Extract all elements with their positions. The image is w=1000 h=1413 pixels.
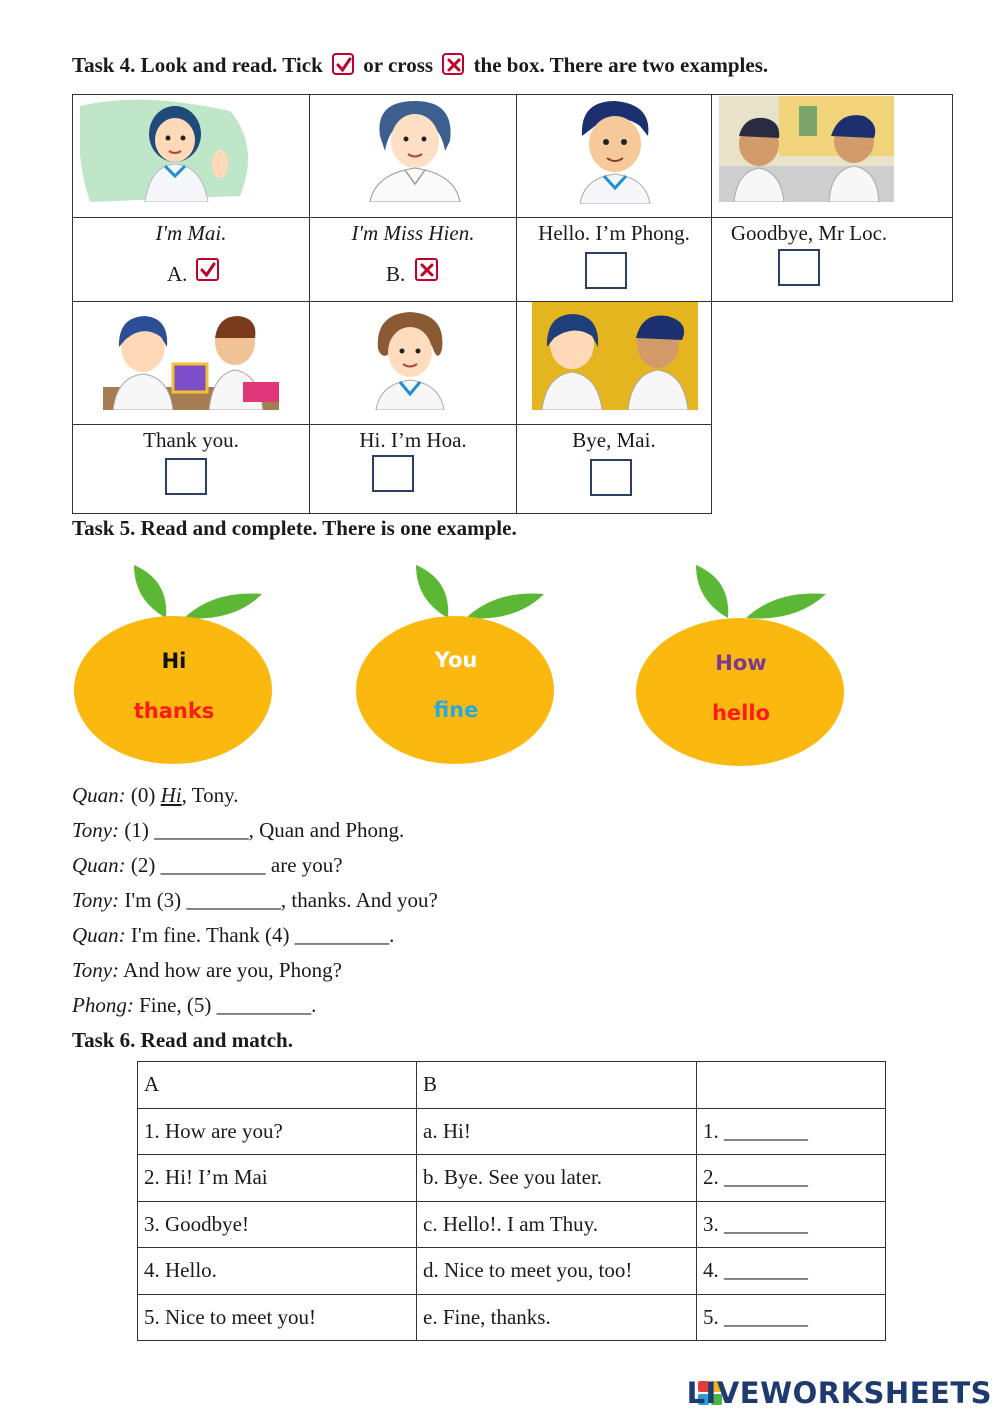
example-answer: Hi [160,783,182,807]
question-cell: 5. Nice to meet you! [138,1294,417,1341]
caption-hello-phong: Hello. I’m Phong. [538,221,690,245]
response-cell: b. Bye. See you later. [417,1155,697,1202]
caption-im-mai: I'm Mai. [155,221,227,245]
caption-hi-hoa: Hi. I’m Hoa. [359,428,467,452]
speaker: Quan: [72,923,126,947]
answer-cell[interactable]: 1. ________ [697,1108,886,1155]
question-cell: 1. How are you? [138,1108,417,1155]
line-text[interactable]: I'm fine. Thank (4) _________. [125,923,395,947]
word-you: You [434,648,478,672]
task4-divider-1 [72,217,953,218]
table-row [138,1201,886,1248]
word-hi: Hi [161,649,187,673]
dialogue-line-6[interactable] [72,992,316,1018]
dialogue-line-4[interactable] [72,922,394,948]
orange-word-bank-3 [636,560,836,770]
answer-box-hello-phong[interactable] [585,252,627,289]
match-table [137,1061,886,1341]
response-cell: d. Nice to meet you, too! [417,1248,697,1295]
response-cell: e. Fine, thanks. [417,1294,697,1341]
answer-cell[interactable]: 4. ________ [697,1248,886,1295]
answer-cell[interactable]: 2. ________ [697,1155,886,1202]
liveworksheets-brand[interactable]: LIVEWORKSHEETS [686,1376,992,1410]
table-header-row [138,1062,886,1109]
task4-heading-text-1: Task 4. Look and read. Tick [72,53,323,77]
question-cell: 3. Goodbye! [138,1201,417,1248]
picture-hoa [370,304,450,410]
task6-heading: Task 6. Read and match. [72,1028,293,1052]
table-row [138,1108,886,1155]
task4-heading-text-2: or cross [363,53,434,77]
line-text: And how are you, Phong? [119,958,342,982]
table-row [138,1248,886,1295]
answer-cell[interactable]: 3. ________ [697,1201,886,1248]
answer-cell[interactable]: 5. ________ [697,1294,886,1341]
task4-heading-text-3: the box. There are two examples. [473,53,769,77]
line-text: (0) [125,783,161,807]
response-cell: c. Hello!. I am Thuy. [417,1201,697,1248]
question-cell: 2. Hi! I’m Mai [138,1155,417,1202]
task4-heading [72,52,768,78]
picture-bye-mai [532,302,698,410]
example-a-label: A. [167,262,188,286]
caption-thank-you: Thank you. [143,428,239,452]
task4-divider-2 [72,424,712,425]
speaker: Quan: [72,783,126,807]
orange-word-bank-2 [356,560,556,770]
answer-box-hi-hoa[interactable] [372,455,414,492]
column-answer-header [697,1062,886,1109]
answer-box-goodbye-mr-loc[interactable] [778,249,820,286]
dialogue-line-2[interactable] [72,852,343,878]
question-cell: 4. Hello. [138,1248,417,1295]
dialogue-line-0 [72,782,239,808]
answer-box-bye-mai[interactable] [590,459,632,496]
column-b-header: B [417,1062,697,1109]
speaker: Phong: [72,993,134,1017]
dialogue-line-1[interactable] [72,817,404,843]
table-row [138,1294,886,1341]
caption-im-miss-hien: I'm Miss Hien. [351,221,475,245]
speaker: Quan: [72,853,126,877]
tick-icon [196,258,219,281]
response-cell: a. Hi! [417,1108,697,1155]
caption-bye-mai: Bye, Mai. [572,428,656,452]
caption-goodbye-mr-loc: Goodbye, Mr Loc. [730,221,888,245]
line-text[interactable]: (2) __________ are you? [125,853,343,877]
example-b-label: B. [386,262,406,286]
speaker: Tony: [72,818,120,842]
speaker: Tony: [72,888,120,912]
table-row [138,1155,886,1202]
speaker: Tony: [72,958,120,982]
task5-heading: Task 5. Read and complete. There is one example. [72,516,517,540]
word-hello: hello [711,701,771,725]
picture-goodbye-mr-loc [719,96,894,202]
line-text[interactable]: Fine, (5) _________. [133,993,317,1017]
orange-word-bank-1 [74,560,274,770]
line-text[interactable]: I'm (3) _________, thanks. And you? [119,888,438,912]
word-how: How [715,651,767,675]
word-thanks: thanks [133,699,215,723]
picture-mai [80,96,256,202]
answer-box-thank-you[interactable] [165,458,207,495]
line-text[interactable]: (1) _________, Quan and Phong. [119,818,405,842]
picture-miss-hien [350,96,480,202]
picture-phong [570,96,660,204]
dialogue-line-3[interactable] [72,887,438,913]
tick-icon [332,53,354,75]
column-a-header: A [138,1062,417,1109]
word-fine: fine [433,698,479,722]
picture-thank-you [103,302,279,410]
cross-icon [442,53,464,75]
line-text: , Tony. [181,783,239,807]
cross-icon [415,258,438,281]
dialogue-line-5 [72,957,342,983]
